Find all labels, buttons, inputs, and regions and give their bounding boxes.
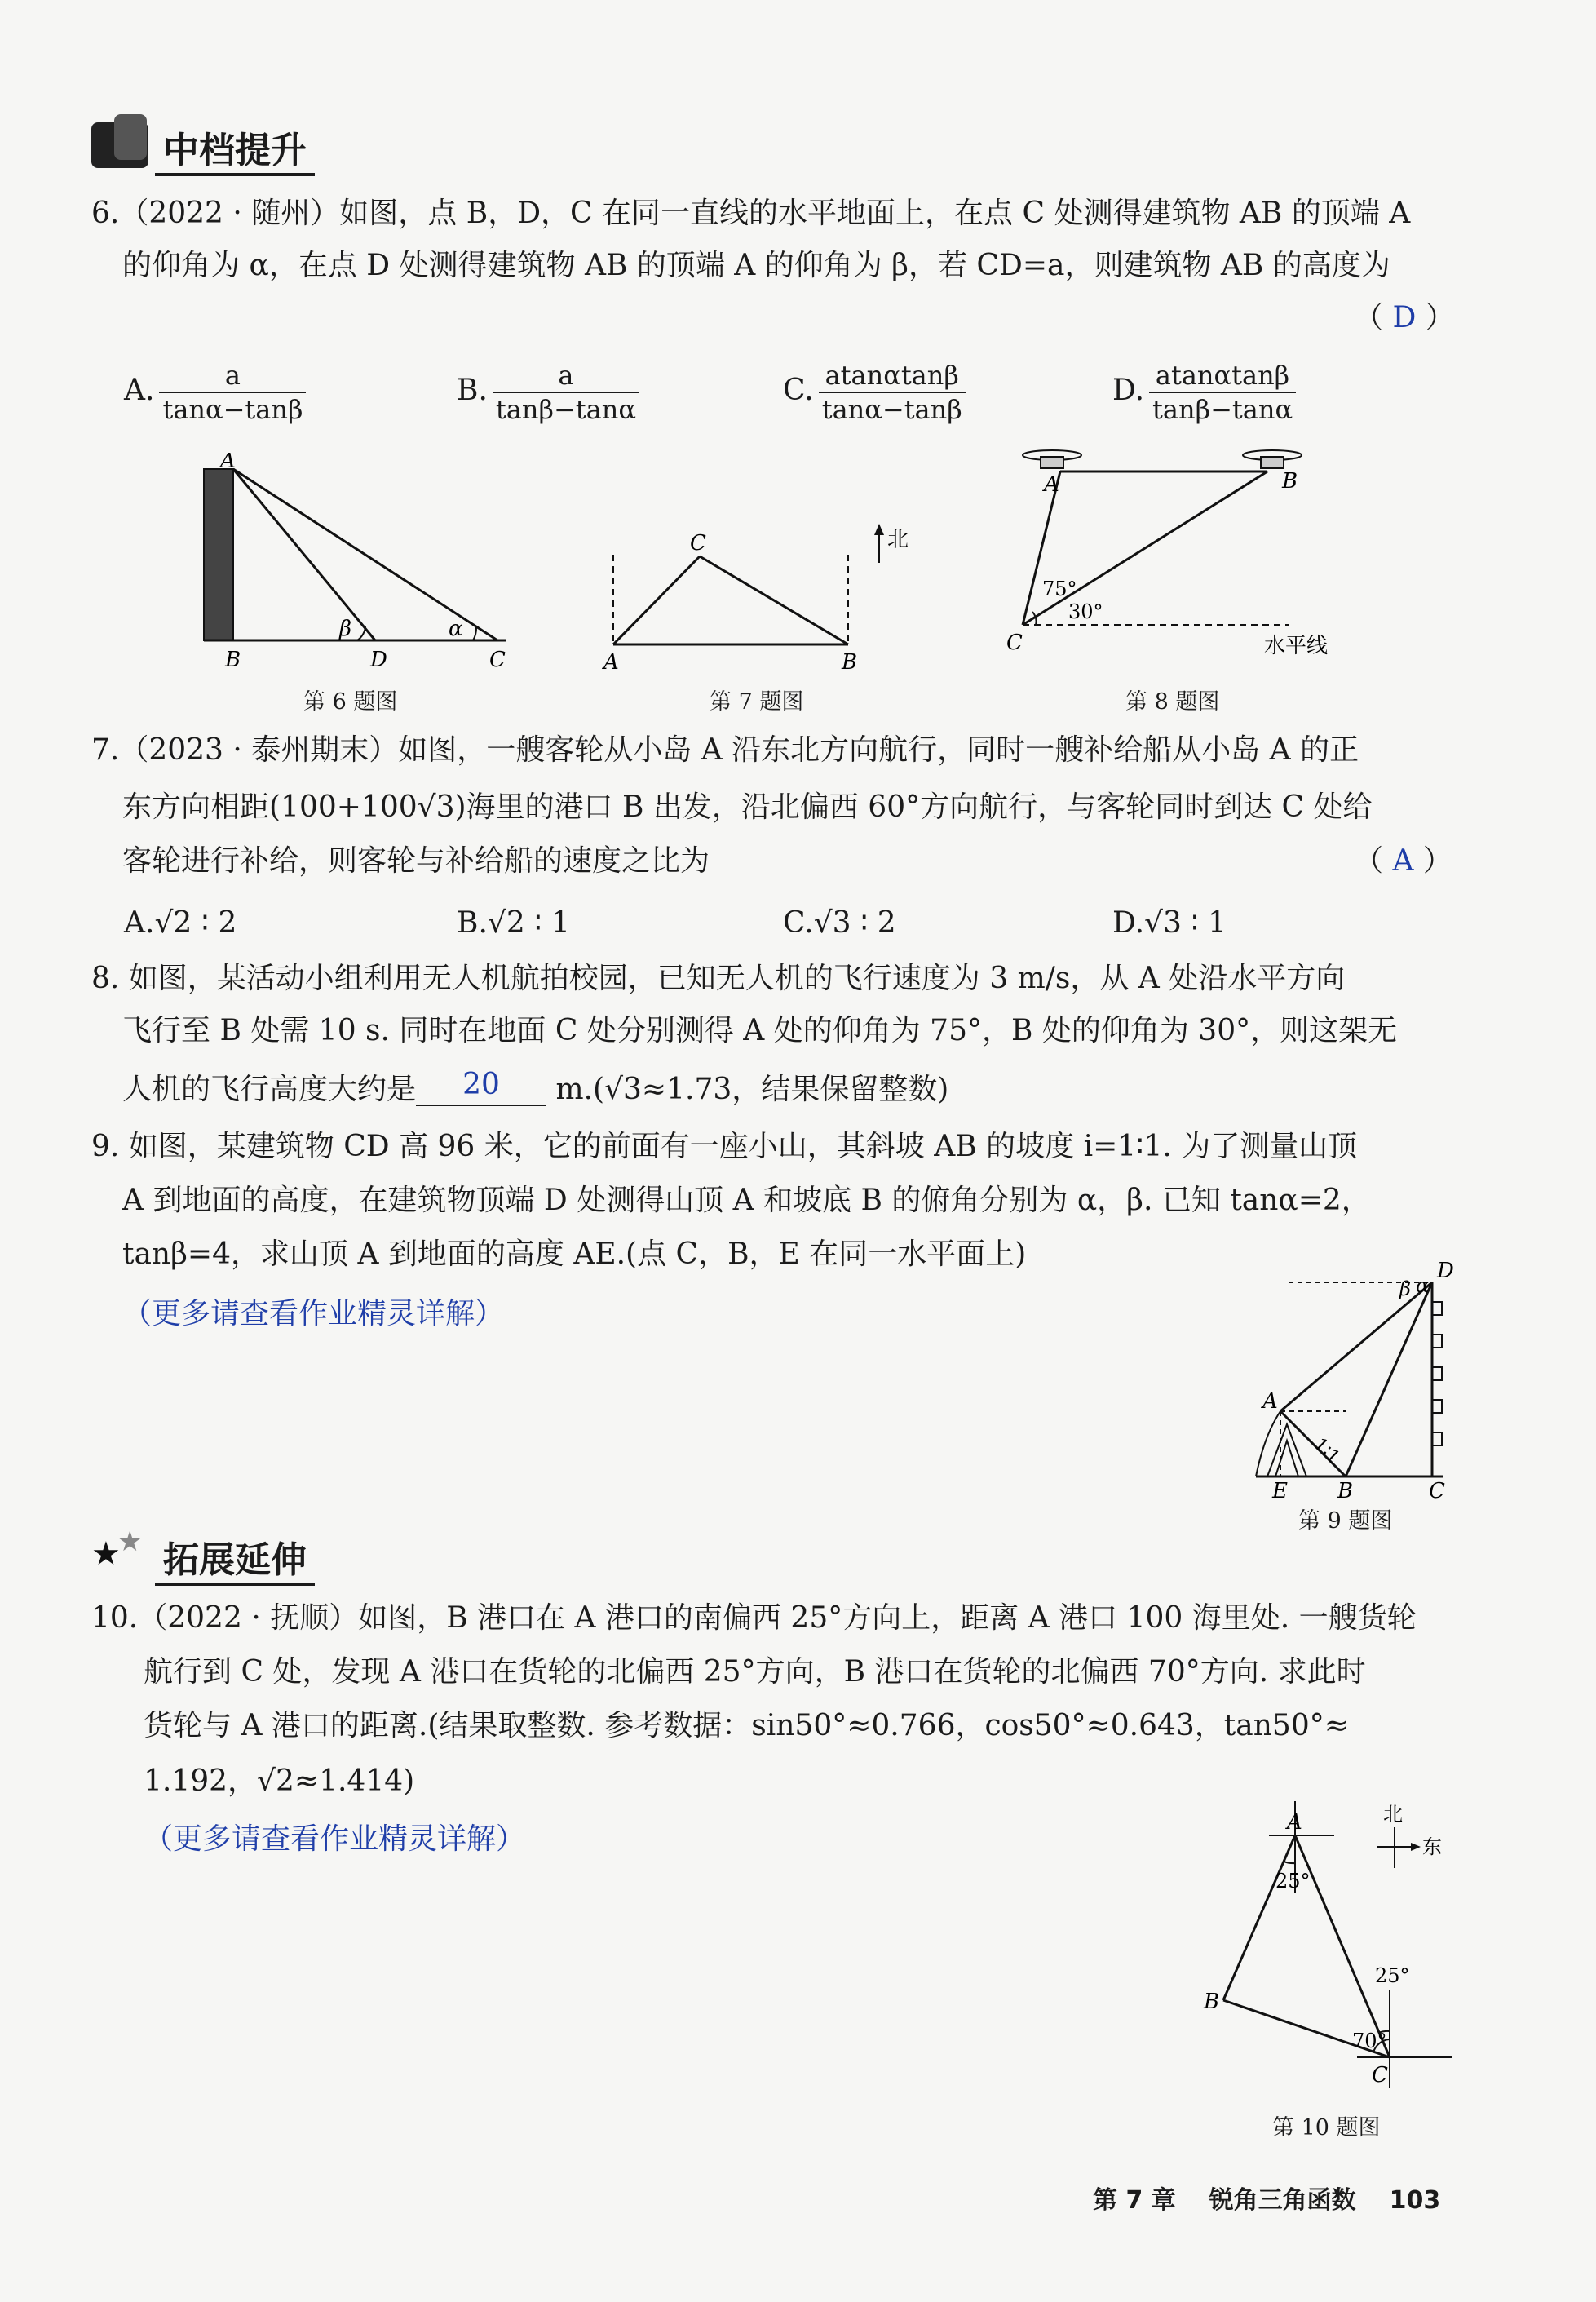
fig10-label-c: C: [1372, 2063, 1388, 2087]
q10-hint: （更多请查看作业精灵详解）: [144, 1822, 526, 1856]
footer-chapter: 第 7 章: [1093, 2186, 1176, 2215]
fig8-angle-30: 30°: [1068, 600, 1103, 623]
fig9-label-e: E: [1272, 1479, 1288, 1501]
fig8-horizontal: 水平线: [1264, 634, 1329, 658]
fig8-caption: 第 8 题图: [1125, 689, 1220, 715]
fig9-label-a: A: [1262, 1389, 1278, 1414]
q10-line4: 1.192，√2≈1.414): [144, 1764, 415, 1798]
fig9-caption: 第 9 题图: [1298, 1508, 1393, 1534]
q10-line2: 航行到 C 处，发现 A 港口在货轮的北偏西 25°方向，B 港口在货轮的北偏西 70°方向. 求此时: [144, 1655, 1366, 1689]
q8-line1: 8. 如图，某活动小组利用无人机航拍校园，已知无人机的飞行速度为 3 m/s，从 A 处沿水平方向: [91, 962, 1346, 995]
q7-line2: 东方向相距(100+100√3)海里的港口 B 出发，沿北偏西 60°方向航行，与客轮同时到达 C 处给: [122, 790, 1373, 824]
footer-title: 锐角三角函数: [1209, 2186, 1356, 2215]
q9-line2: A 到地面的高度，在建筑物顶端 D 处测得山顶 A 和坡底 B 的俯角分别为 α，β. 已知 tanα=2，: [122, 1184, 1371, 1217]
fig10-east: 东: [1422, 1835, 1442, 1858]
section-title-ext: 拓展延伸: [155, 1530, 315, 1586]
fig9-label-d: D: [1437, 1259, 1454, 1283]
fig6-label-d: D: [370, 648, 387, 672]
fig6-label-a: A: [220, 453, 236, 473]
q7-option-a: A.√2 ∶ 2: [124, 906, 237, 940]
page-footer: [1093, 2180, 1440, 2216]
fig10-north: 北: [1383, 1803, 1403, 1826]
section-badge: [114, 114, 147, 160]
fig9-label-beta: β: [1399, 1277, 1411, 1300]
fig6-label-alpha: α: [449, 617, 463, 641]
fig9-label-b: B: [1337, 1479, 1354, 1501]
fig8-label-b: B: [1282, 469, 1298, 494]
figure-8: [995, 432, 1370, 677]
fig6-caption: 第 6 题图: [303, 689, 398, 715]
q7-line1: 7.（2023 · 泰州期末）如图，一艘客轮从小岛 A 沿东北方向航行，同时一艘补给船从小岛 A 的正: [91, 733, 1359, 767]
q6-option-a: A. $\frac{a}{\tan\alpha-\tan\beta}$: [124, 359, 306, 426]
figure-6: [179, 453, 522, 673]
q6-option-d: D. $\frac{atan\alpha\tan\beta}{\tan\beta-\tan\alpha}$: [1112, 359, 1296, 426]
star-icon: ★: [91, 1535, 121, 1573]
section-title-mid: 中档提升: [155, 121, 315, 176]
q6-answer-bracket: （ D ）: [1354, 301, 1455, 334]
q10-line3: 货轮与 A 港口的距离.(结果取整数. 参考数据：sin50°≈0.766，cos50°≈0.643，tan50°≈: [144, 1709, 1349, 1742]
q7-option-b: B.√2 ∶ 1: [457, 906, 570, 940]
fig9-label-alpha: α: [1416, 1274, 1430, 1297]
fig6-label-b: B: [225, 648, 241, 672]
figure-10: [1191, 1778, 1460, 2105]
fig7-caption: 第 7 题图: [710, 689, 804, 715]
fig6-label-beta: β: [339, 617, 352, 641]
fig9-slope: 1∶1: [1309, 1434, 1344, 1468]
fig10-angle-a25: 25°: [1275, 1870, 1311, 1893]
fig7-label-a: A: [603, 650, 619, 675]
q7-answer: A: [1392, 844, 1414, 878]
fig8-label-c: C: [1006, 631, 1023, 655]
fig10-caption: 第 10 题图: [1272, 2115, 1381, 2140]
q6-answer: D: [1392, 301, 1417, 334]
q7-line3: 客轮进行补给，则客轮与补给船的速度之比为: [122, 844, 710, 878]
fig7-label-b: B: [842, 650, 858, 675]
fig7-label-c: C: [690, 531, 706, 556]
q7-option-c: C.√3 ∶ 2: [783, 906, 896, 940]
page-number: 103: [1389, 2186, 1441, 2215]
star-icon: ★: [117, 1525, 143, 1558]
q6-option-b: B. $\frac{a}{\tan\beta-\tan\alpha}$: [457, 359, 639, 426]
q8-line2: 飞行至 B 处需 10 s. 同时在地面 C 处分别测得 A 处的仰角为 75°，B 处的仰角为 30°，则这架无: [122, 1014, 1398, 1047]
fig6-label-c: C: [489, 648, 506, 672]
q6-line2: 的仰角为 α，在点 D 处测得建筑物 AB 的顶端 A 的仰角为 β，若 CD=a，则建筑物 AB 的高度为: [122, 249, 1390, 282]
q8-line3: 人机的飞行高度大约是 20 m.(√3≈1.73，结果保留整数): [122, 1070, 948, 1111]
q9-hint: （更多请查看作业精灵详解）: [122, 1297, 505, 1330]
figure-9: [1240, 1256, 1468, 1501]
q9-line3: tanβ=4，求山顶 A 到地面的高度 AE.(点 C，B，E 在同一水平面上): [122, 1237, 1027, 1271]
q6-option-c: C. $\frac{atan\alpha\tan\beta}{\tan\alpha-\tan\beta}$: [783, 359, 966, 426]
fig8-label-a: A: [1044, 472, 1059, 497]
drone-a-icon: [1023, 450, 1081, 468]
fig9-label-c: C: [1429, 1479, 1445, 1501]
fig10-label-b: B: [1204, 1990, 1220, 2014]
fig10-label-a: A: [1287, 1810, 1302, 1835]
q9-line1: 9. 如图，某建筑物 CD 高 96 米，它的前面有一座小山，其斜坡 AB 的坡度 i=1∶1. 为了测量山顶: [91, 1130, 1358, 1163]
figure-7: [595, 522, 922, 677]
fig8-angle-75: 75°: [1042, 578, 1077, 600]
q7-option-d: D.√3 ∶ 1: [1112, 906, 1227, 940]
fig10-angle-c70: 70°: [1352, 2030, 1387, 2052]
fig7-north: 北: [887, 528, 909, 552]
fig10-angle-c25: 25°: [1375, 1964, 1410, 1987]
q7-answer-bracket: （ A ）: [1354, 844, 1452, 878]
q6-line1: 6.（2022 · 随州）如图，点 B，D，C 在同一直线的水平地面上，在点 C 处测得建筑物 AB 的顶端 A: [91, 197, 1411, 230]
drone-b-icon: [1243, 450, 1302, 468]
q10-line1: 10.（2022 · 抚顺）如图，B 港口在 A 港口的南偏西 25°方向上，距离 A 港口 100 海里处. 一艘货轮: [91, 1601, 1417, 1635]
q8-answer: 20: [416, 1065, 546, 1106]
